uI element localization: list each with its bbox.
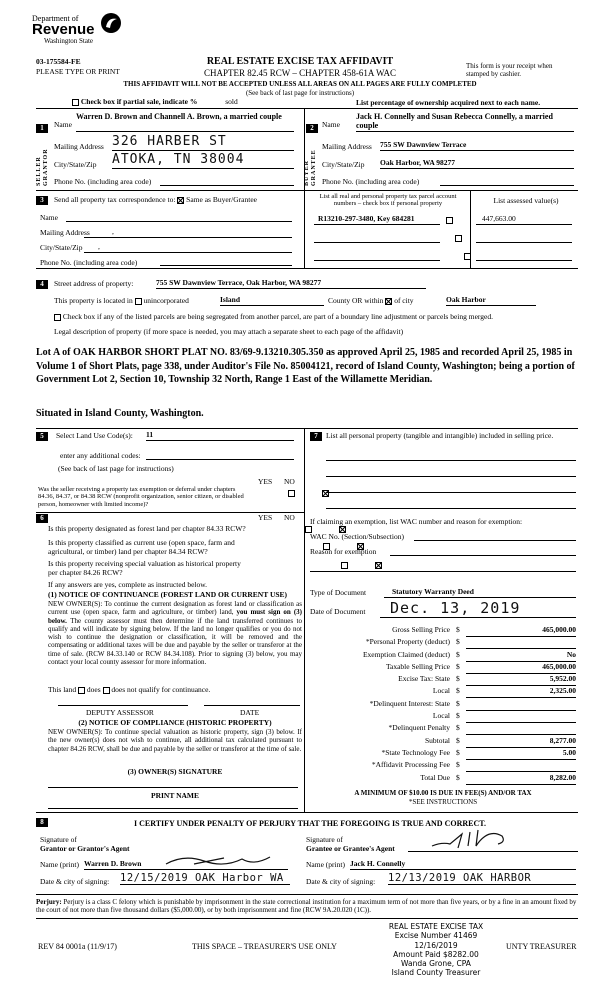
tax-row-label: Local [432, 711, 450, 721]
grantee-signature[interactable] [408, 832, 578, 852]
dollar-sign: $ [456, 723, 460, 733]
parcel-personal-checkbox-2[interactable] [455, 235, 462, 242]
minimum-note: A MINIMUM OF $10.00 IS DUE IN FEE(S) AND/OR TAX [354, 789, 532, 797]
tax-row [310, 687, 576, 699]
buyer-name-value[interactable]: Jack H. Connelly and Susan Rebecca Connelly, a married couple [356, 112, 574, 132]
tax-row-label: *Delinquent Interest: State [369, 698, 450, 708]
dollar-sign: $ [456, 698, 460, 708]
buyer-city-value[interactable]: Oak Harbor, WA 98277 [380, 159, 574, 169]
notice1-bold: you must sign on (3) below. [48, 608, 303, 625]
personal-line-3[interactable] [326, 492, 576, 493]
s6-if-yes: If any answers are yes, complete as instructed below. [48, 580, 208, 589]
form-id: 03-175584-FE [36, 57, 81, 66]
dor-logo [32, 14, 102, 54]
corr-name-label: Name [40, 213, 58, 222]
tax-row-value[interactable] [466, 712, 576, 723]
tax-rows [310, 626, 576, 786]
does-label: does [86, 685, 101, 694]
stamp-line-6: Island County Treasurer [391, 968, 481, 978]
tax-row-value[interactable]: 2,325.00 [466, 687, 576, 698]
street-label: Street address of property: [54, 279, 134, 288]
tax-row-label: Subtotal [424, 735, 450, 745]
owner-sig-line[interactable] [48, 787, 298, 788]
s6-q2: Is this property classified as current use (open space, farm and agricultural, or timber) land per chapter 84.34 RCW? [48, 538, 235, 556]
parcel-line-2[interactable] [314, 242, 440, 243]
legal-label: Legal description of property (if more space is needed, you may attach a separate sheet to each page of the affidavit) [54, 327, 404, 336]
print-name-label: PRINT NAME [151, 791, 199, 800]
please-type: PLEASE TYPE OR PRINT [36, 67, 120, 76]
unincorporated-label: unincorporated [143, 296, 189, 305]
buyer-city-label: City/State/Zip [322, 160, 365, 169]
tax-row-label: *Personal Property (deduct) [365, 637, 450, 647]
continuance-row [48, 686, 210, 695]
partial-sale-row [72, 98, 238, 107]
section-2-num: 2 [306, 124, 318, 133]
notice2-text: NEW OWNER(S): To continue special valuation as historic property, sign (3) below. If the new owner(s) does not wish to continue, all additional tax calculated pursuant to chapter 84.26 RCW, shall be due and payable by the seller or transferor at the time of sale. [48, 728, 302, 753]
buyer-phone-label: Phone No. (including area code) [322, 177, 420, 186]
location-row [54, 297, 189, 306]
receipt-note: This form is your receipt when stamped by cashier. [466, 62, 553, 79]
deputy-sig-line[interactable] [58, 705, 188, 706]
unincorporated-checkbox[interactable] [135, 298, 142, 305]
seller-phone-field[interactable] [160, 185, 294, 186]
s5-exemption-no[interactable] [322, 490, 329, 497]
tax-row [310, 761, 576, 773]
deputy-label: DEPUTY ASSESSOR [86, 708, 154, 717]
tax-row-label: *State Technology Fee [381, 747, 450, 757]
grantor-name-label: Name (print) [40, 860, 79, 869]
certify-text: I CERTIFY UNDER PENALTY OF PERJURY THAT THE FOREGOING IS TRUE AND CORRECT. [133, 819, 486, 828]
notice2-title: (2) NOTICE OF COMPLIANCE (HISTORIC PROPERTY) [78, 718, 272, 727]
within-label: within [364, 296, 384, 305]
parcel-personal-checkbox-3[interactable] [464, 253, 471, 260]
partial-sale-sold: sold [225, 97, 238, 106]
seller-city-value[interactable]: ATOKA, TN 38004 [112, 153, 294, 169]
land-does-checkbox[interactable] [78, 687, 85, 694]
grantor-date-value[interactable]: 12/15/2019 OAK Harbor WA [120, 872, 290, 885]
see-instructions: *SEE INSTRUCTIONS [408, 798, 478, 806]
form-chapter: CHAPTER 82.45 RCW – CHAPTER 458-61A WAC [204, 68, 396, 78]
seller-mailing-value[interactable]: 326 HARBER ST [112, 135, 294, 151]
reason-label: Reason for exemption [310, 547, 377, 556]
does-not-label: does not qualify for continuance. [111, 685, 211, 694]
seller-mailing-label: Mailing Address [54, 142, 104, 151]
tax-row-label: Taxable Selling Price [385, 661, 450, 671]
additional-codes-label: enter any additional codes: [60, 451, 141, 460]
seller-phone-label: Phone No. (including area code) [54, 177, 152, 186]
county-row [328, 297, 414, 306]
section-5-num: 5 [36, 432, 48, 441]
buyer-mailing-value[interactable]: 755 SW Dawnview Terrace [380, 141, 574, 151]
owner-sig-label: (3) OWNER(S) SIGNATURE [127, 767, 223, 776]
partial-sale-label: Check box if partial sale, indicate % [80, 97, 198, 106]
s6-q3: Is this property receiving special valuation as historical property per chapter 84.26 RCW? [48, 559, 241, 577]
grantor-sig-label-2: Grantor or Grantor's Agent [40, 844, 130, 853]
tax-row-value[interactable]: 465,000.00 [466, 663, 576, 674]
parcel-header: List all real and personal property tax parcel account numbers – check box if personal property [319, 193, 457, 208]
exemption-question: Was the seller receiving a property tax exemption or deferral under chapters 84.36, 84.37, or 84.38 RCW (nonprofit organization, senior citizen, or disabled person, homeowner with limited income)? [38, 486, 244, 508]
segregated-row [54, 313, 493, 322]
grantor-date-label: Date & city of signing: [40, 877, 110, 886]
dollar-sign: $ [456, 735, 460, 745]
additional-codes-field[interactable] [146, 459, 294, 460]
ownership-note: List percentage of ownership acquired next to each name. [356, 98, 541, 107]
corr-mailing-field[interactable]: , [84, 228, 292, 238]
s6-yes-header: YES [258, 513, 273, 522]
located-label: This property is located in [54, 296, 133, 305]
parcel-line-1[interactable] [314, 224, 440, 225]
dollar-sign: $ [456, 686, 460, 696]
tax-correspondence-row [54, 196, 257, 205]
corr-phone-field[interactable] [160, 265, 292, 266]
parcel-line-3[interactable] [314, 260, 440, 261]
corr-mailing-label: Mailing Address [40, 228, 90, 237]
perjury-text: Perjury is a class C felony which is punishable by imprisonment in the state correctional institution for a maximum term of not more than five years, or by a fine in an amount fixed by the court of not more than five thousand dollars ($5,000.00), or by both imprisonment and fine (RCW 9A.20.020 (1C)). [36, 898, 577, 915]
notice1-text-b: The county assessor must then determine if the land transferred continues to qualify and will indicate by signing below. If the land no longer qualifies or you do not wish to continue the designation or classification, it will be removed and the compensating or additional taxes will be due and payable by the seller or transferor at the time of sale. (RCW 84.33.140 or RCW 84.34.108). Prior to signing (3) below, you may contact your local county assessor for more information. [48, 616, 302, 667]
grantee-sig-label-2: Grantee or Grantee's Agent [306, 844, 395, 853]
tax-row [310, 774, 576, 786]
grantee-name-value[interactable]: Jack H. Connelly [350, 860, 576, 870]
logo-line-1: Department of [32, 14, 79, 23]
reason-field-1[interactable] [390, 555, 576, 556]
parcel-personal-checkbox-1[interactable] [446, 217, 453, 224]
s6-q3-no[interactable] [375, 562, 382, 569]
dollar-sign: $ [456, 625, 460, 634]
s6-q3-yes[interactable] [341, 562, 348, 569]
within-city-checkbox[interactable] [385, 298, 392, 305]
section-8-num: 8 [36, 818, 48, 827]
stamp-line-1: REAL ESTATE EXCISE TAX [388, 922, 484, 931]
stamp-line-4: Amount Paid $8282.00 [393, 949, 479, 959]
deputy-date-label: DATE [240, 708, 260, 717]
assessed-line-3[interactable] [476, 260, 572, 261]
tax-row-value[interactable]: 5.00 [466, 749, 576, 760]
send-label: Send all property tax correspondence to: [54, 195, 176, 204]
s5-yes-header: YES [258, 477, 273, 486]
buyer-side-label: BUYER GRANTEE [304, 149, 317, 186]
section-3-num: 3 [36, 196, 48, 205]
print-name-line[interactable] [48, 808, 298, 809]
tax-row-label: *Delinquent Penalty [388, 723, 450, 733]
grantee-sig-label-1: Signature of [306, 835, 343, 844]
doc-date-value[interactable]: Dec. 13, 2019 [380, 600, 576, 618]
assessed-header: List assessed value(s) [493, 196, 559, 205]
land-use-value[interactable]: 11 [146, 431, 294, 441]
perjury-note [36, 898, 578, 914]
corr-name-field[interactable] [66, 221, 292, 222]
dor-swirl-icon [100, 12, 122, 34]
treasurer-use: THIS SPACE – TREASURER'S USE ONLY [192, 942, 337, 951]
county-label: County OR [328, 296, 363, 305]
stamp-line-3: 12/16/2019 [414, 940, 458, 950]
section-4-num: 4 [36, 280, 48, 289]
city-of-label: of city [394, 296, 414, 305]
perjury-label: Perjury: [36, 898, 62, 906]
grantee-name-label: Name (print) [306, 860, 345, 869]
dollar-sign: $ [456, 637, 460, 647]
land-does-not-checkbox[interactable] [103, 687, 110, 694]
seller-name-label: Name [54, 120, 72, 129]
seller-name-value[interactable]: Warren D. Brown and Channell A. Brown, a married couple [76, 112, 294, 132]
dollar-sign: $ [456, 747, 460, 757]
tax-row-label: Excise Tax: State [398, 674, 450, 684]
grantor-sig-label-1: Signature of [40, 835, 77, 844]
assessed-line-2[interactable] [476, 242, 572, 243]
assessed-value[interactable]: 447,663.00 [482, 214, 516, 223]
parcel-number[interactable]: R13210-297-3480, Key 684281 [318, 214, 415, 223]
assessed-line-1[interactable] [476, 224, 572, 225]
form-title: REAL ESTATE EXCISE TAX AFFIDAVIT [206, 56, 394, 67]
corr-city-label: City/State/Zip [40, 243, 83, 252]
tax-row-value[interactable]: 8,282.00 [466, 774, 576, 785]
logo-line-3: Washington State [44, 37, 94, 46]
tax-row [310, 638, 576, 650]
personal-property-label: List all personal property (tangible and intangible) included in selling price. [326, 431, 554, 440]
s6-q1: Is this property designated as forest land per chapter 84.33 RCW? [48, 524, 246, 533]
tax-row-value[interactable]: No [466, 651, 576, 662]
dollar-sign: $ [456, 649, 460, 659]
tax-row-label: Exemption Claimed (deduct) [362, 649, 450, 659]
buyer-phone-field[interactable] [440, 185, 574, 186]
tax-row-label: Local [432, 686, 450, 696]
wac-label: WAC No. (Section/Subsection) [310, 532, 404, 541]
corr-city-field[interactable]: , [84, 243, 292, 253]
see-back-line: (See back of last page for instructions) [245, 89, 355, 97]
street-value[interactable]: 755 SW Dawnview Terrace, Oak Harbor, WA 98277 [156, 279, 426, 289]
tax-row-value[interactable]: 465,000.00 [466, 626, 576, 637]
warning-line: THIS AFFIDAVIT WILL NOT BE ACCEPTED UNLESS ALL AREAS ON ALL PAGES ARE FULLY COMPLETED [123, 80, 477, 88]
tax-row-label: Total Due [420, 772, 450, 782]
personal-line-2[interactable] [326, 476, 576, 477]
grantee-signature-scribble [428, 826, 518, 850]
city-value[interactable]: Oak Harbor [446, 296, 536, 306]
county-treasurer-label: UNTY TREASURER [506, 942, 577, 951]
doc-type-label: Type of Document [310, 588, 367, 597]
dollar-sign: $ [456, 711, 460, 721]
partial-sale-checkbox[interactable] [72, 99, 79, 106]
same-as-buyer-label: Same as Buyer/Grantee [186, 195, 257, 204]
section-1-num: 1 [36, 124, 48, 133]
notice1-title: (1) NOTICE OF CONTINUANCE (FOREST LAND OR CURRENT USE) [48, 590, 288, 599]
tax-row-value[interactable] [466, 724, 576, 735]
segregated-label: Check box if any of the listed parcels are being segregated from another parcel, are part of a boundary line adjustment or parcels being merged. [62, 312, 493, 321]
logo-line-2: Revenue [32, 21, 95, 39]
s5-no-header: NO [284, 477, 295, 486]
legal-description[interactable]: Lot A of OAK HARBOR SHORT PLAT NO. 83/69-9.13210.305.350 as approved April 25, 1985 and recorded April 25, 1985 in Volume 1 of Short Plats, page 338, under Auditor's File No. 85004121, record of Island County, Washington; being a portion of Government Lot 2, Section 10, Township 32 North, Range 1 East of the Willamette Meridian. [36, 347, 575, 385]
dollar-sign: $ [456, 661, 460, 671]
dollar-sign: $ [456, 674, 460, 684]
same-as-buyer-checkbox[interactable] [177, 197, 184, 204]
buyer-mailing-label: Mailing Address [322, 142, 372, 151]
stamp-line-5: Wanda Grone, CPA [401, 959, 471, 969]
doc-date-label: Date of Document [310, 607, 366, 616]
notice1-text-a: NEW OWNER(S): To continue the current designation as forest land or classification as current use (open space, farm and agriculture, or timber) land, [48, 600, 302, 617]
s5-exemption-yes[interactable] [288, 490, 295, 497]
tax-row-value[interactable] [466, 638, 576, 649]
situated-text: Situated in Island County, Washington. [36, 408, 204, 419]
tax-row-value[interactable]: 8,277.00 [466, 737, 576, 748]
grantee-date-label: Date & city of signing: [306, 877, 376, 886]
s6-no-header: NO [284, 513, 295, 522]
personal-line-4[interactable] [326, 508, 576, 509]
notice1-text [48, 600, 302, 666]
tax-row-label: Gross Selling Price [392, 625, 450, 634]
grantor-name-value[interactable]: Warren D. Brown [84, 860, 284, 870]
seller-city-label: City/State/Zip [54, 160, 97, 169]
segregated-checkbox[interactable] [54, 314, 61, 321]
rev-number: REV 84 0001a (11/9/17) [38, 942, 117, 951]
section-7-num: 7 [310, 432, 322, 441]
grantee-date-value[interactable]: 12/13/2019 OAK HARBOR [388, 872, 576, 885]
dollar-sign: $ [456, 772, 460, 782]
county-value[interactable]: Island [220, 296, 324, 306]
reason-field-2[interactable] [310, 571, 576, 572]
section5-see-back: (See back of last page for instructions) [58, 464, 174, 473]
tax-row-value[interactable] [466, 761, 576, 772]
wac-field[interactable] [414, 540, 576, 541]
seller-side-label: SELLER GRANTOR [36, 148, 49, 186]
doc-type-value[interactable]: Statutory Warranty Deed [384, 588, 576, 598]
personal-line-1[interactable] [326, 460, 576, 461]
deputy-date-line[interactable] [204, 705, 300, 706]
tax-row-value[interactable]: 5,952.00 [466, 675, 576, 686]
exemption-claim-label: If claiming an exemption, list WAC number and reason for exemption: [310, 517, 523, 526]
dollar-sign: $ [456, 760, 460, 770]
tax-row [310, 724, 576, 736]
corr-phone-label: Phone No. (including area code) [40, 258, 138, 267]
buyer-name-label: Name [322, 120, 340, 129]
treasurer-stamp [366, 922, 506, 978]
this-land-label: This land [48, 685, 77, 694]
section-6-num: 6 [36, 514, 48, 523]
stamp-line-2: Excise Number 41469 [394, 931, 478, 941]
tax-row-value[interactable] [466, 700, 576, 711]
land-use-label: Select Land Use Code(s): [56, 431, 133, 440]
tax-row-label: *Affidavit Processing Fee [371, 760, 450, 770]
